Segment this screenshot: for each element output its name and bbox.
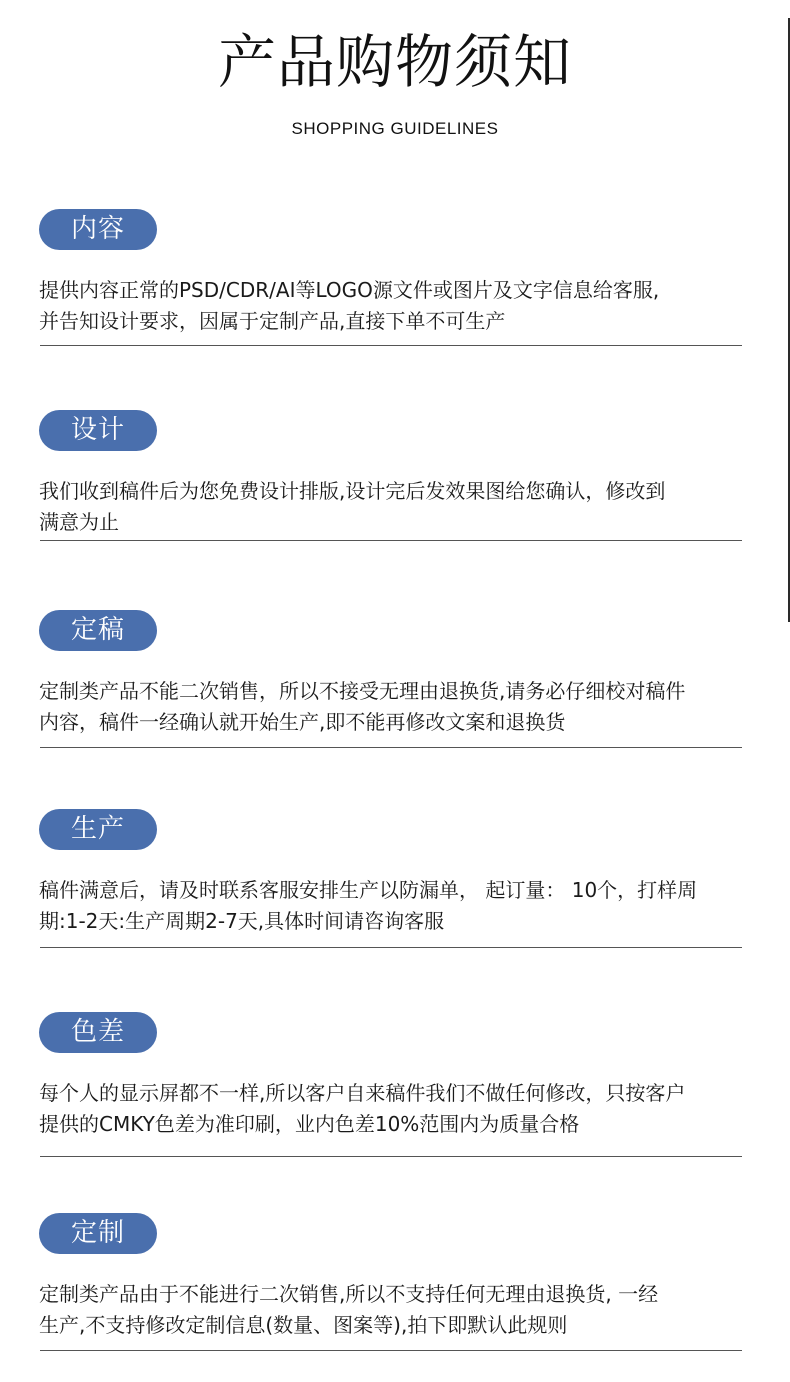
section-body-line: 内容，稿件一经确认就开始生产,即不能再修改文案和退换货 (39, 710, 566, 734)
section-body (39, 275, 751, 337)
section-body-line: 生产,不支持修改定制信息(数量、图案等),拍下即默认此规则 (39, 1313, 568, 1337)
section-body-line: 期:1-2天:生产周期2-7天,具体时间请咨询客服 (39, 909, 445, 933)
section-label-pill: 生产 (39, 809, 157, 850)
section-body-line: 提供内容正常的PSD/CDR/AI等LOGO源文件或图片及文字信息给客服, (39, 278, 660, 302)
section-body-line: 定制类产品由于不能进行二次销售,所以不支持任何无理由退换货, 一经 (39, 1282, 659, 1306)
section-body (39, 476, 751, 538)
section-body-line: 并告知设计要求，因属于定制产品,直接下单不可生产 (39, 309, 506, 333)
section-finalize (0, 610, 790, 750)
section-label-pill: 定稿 (39, 610, 157, 651)
section-label-pill: 定制 (39, 1213, 157, 1254)
section-customization (0, 1213, 790, 1353)
section-body-line: 提供的CMKY色差为准印刷，业内色差10%范围内为质量合格 (39, 1112, 580, 1136)
section-divider (40, 1350, 742, 1351)
section-production (0, 809, 790, 949)
page-subtitle: SHOPPING GUIDELINES (291, 119, 499, 138)
section-body-line: 稿件满意后，请及时联系客服安排生产以防漏单， 起订量： 10个，打样周 (39, 878, 698, 902)
section-divider (40, 540, 742, 541)
page-title: 产品购物须知 (217, 28, 572, 96)
section-body (39, 1078, 751, 1140)
section-divider (40, 947, 742, 948)
section-label-pill: 内容 (39, 209, 157, 250)
section-body-line: 满意为止 (39, 510, 119, 534)
section-body-line: 我们收到稿件后为您免费设计排版,设计完后发效果图给您确认，修改到 (39, 479, 666, 503)
section-divider (40, 747, 742, 748)
section-body-line: 定制类产品不能二次销售，所以不接受无理由退换货,请务必仔细校对稿件 (39, 679, 686, 703)
section-body-line: 每个人的显示屏都不一样,所以客户自来稿件我们不做任何修改，只按客户 (39, 1081, 686, 1105)
section-label-pill: 色差 (39, 1012, 157, 1053)
section-design (0, 410, 790, 550)
section-label-pill: 设计 (39, 410, 157, 451)
section-divider (40, 345, 742, 346)
section-content (0, 209, 790, 349)
section-body (39, 1279, 751, 1341)
section-body (39, 676, 751, 738)
section-divider (40, 1156, 742, 1157)
section-color-difference (0, 1012, 790, 1152)
section-body (39, 875, 751, 937)
